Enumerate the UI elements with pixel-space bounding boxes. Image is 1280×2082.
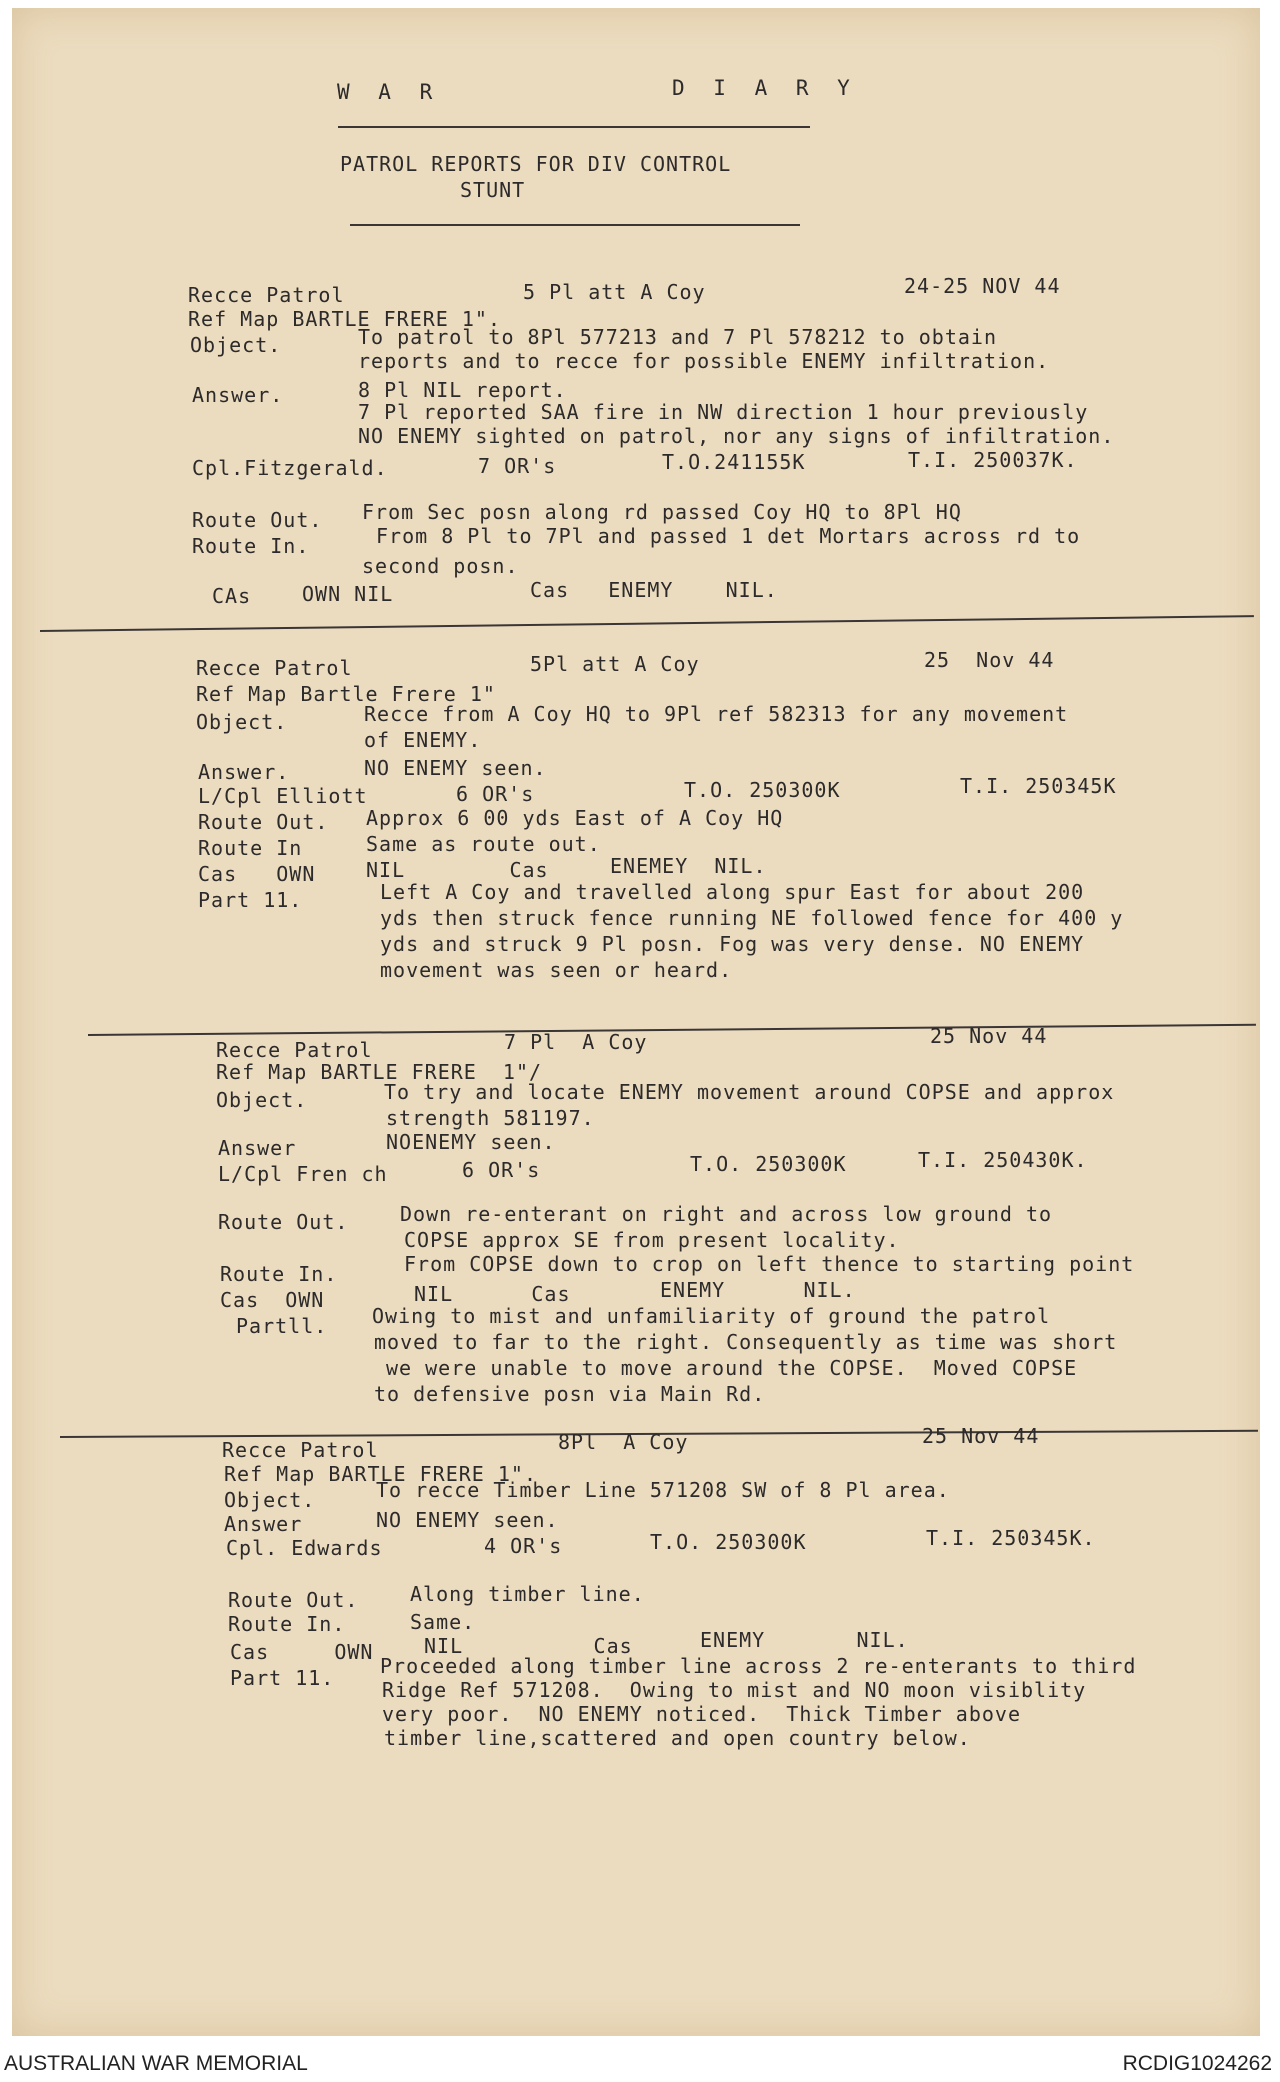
casualties-own: OWN NIL <box>302 582 394 606</box>
part-two-line: we were unable to move around the COPSE. Moved COPSE <box>386 1356 1078 1380</box>
subtitle-line-1: PATROL REPORTS FOR DIV CONTROL <box>340 152 732 176</box>
answer-line: NO ENEMY seen. <box>376 1508 559 1532</box>
route-in-line: second posn. <box>362 554 519 578</box>
part-two-line: moved to far to the right. Consequently as time was short <box>374 1330 1118 1354</box>
route-out: Down re-enterant on right and across low ground to <box>400 1202 1053 1226</box>
object-line: of ENEMY. <box>364 728 482 752</box>
object-line: reports and to recce for possible ENEMY infiltration. <box>358 349 1050 373</box>
route-in-line: Same as route out. <box>366 832 601 856</box>
part-two-line: Left A Coy and travelled along spur East for about 200 <box>380 880 1085 904</box>
archive-credit: AUSTRALIAN WAR MEMORIAL <box>4 2052 308 2075</box>
part-two-label: Partll. <box>236 1314 328 1338</box>
route-out: Approx 6 00 yds East of A Coy HQ <box>366 806 784 830</box>
route-out-label: Route Out. <box>218 1210 349 1234</box>
report-unit: 7 Pl A Coy <box>504 1030 648 1054</box>
object-line: Recce from A Coy HQ to 9Pl ref 582313 for any movement <box>364 702 1069 726</box>
route-out-label: Route Out. <box>192 508 323 532</box>
patrol-leader: L/Cpl Elliott <box>198 784 368 808</box>
route-in-line: Same. <box>410 1610 476 1634</box>
patrol-leader: L/Cpl Fren ch <box>218 1162 388 1186</box>
object-label: Object. <box>190 333 282 357</box>
route-out-line-2: COPSE approx SE from present locality. <box>404 1228 900 1252</box>
casualties-label: CAs <box>212 584 252 608</box>
casualties-own: NIL Cas <box>424 1634 633 1658</box>
report-title: Recce Patrol <box>196 656 353 680</box>
part-two-line: yds then struck fence running NE followed fence for 400 y <box>380 906 1124 930</box>
title-underline <box>338 126 810 128</box>
report-unit: 8Pl A Coy <box>558 1430 689 1454</box>
object-line: To recce Timber Line 571208 SW of 8 Pl area. <box>376 1478 950 1502</box>
answer-line: NOENEMY seen. <box>386 1130 556 1154</box>
casualties-label: Cas OWN <box>220 1288 325 1312</box>
object-label: Object. <box>216 1088 308 1112</box>
report-title: Recce Patrol <box>216 1038 373 1062</box>
casualties-label: Cas OWN <box>198 862 316 886</box>
title-diary: D I A R Y <box>672 76 858 100</box>
report-unit: 5Pl att A Coy <box>530 652 700 676</box>
casualties-enemy: ENEMEY NIL. <box>610 854 767 878</box>
title-war: W A R <box>337 80 441 104</box>
part-two-line: Owing to mist and unfamiliarity of ground the patrol <box>372 1304 1051 1328</box>
time-out: T.O. 250300K <box>684 778 841 802</box>
answer-line: NO ENEMY seen. <box>364 756 547 780</box>
casualties-enemy: Cas ENEMY NIL. <box>530 578 778 602</box>
route-in-label: Route In. <box>228 1612 346 1636</box>
part-two-line: very poor. NO ENEMY noticed. Thick Timber above <box>382 1702 1022 1726</box>
object-line: To try and locate ENEMY movement around COPSE and approx <box>384 1080 1115 1104</box>
route-out-label: Route Out. <box>228 1588 359 1612</box>
route-out: From Sec posn along rd passed Coy HQ to 8Pl HQ <box>362 500 962 524</box>
object-line: strength 581197. <box>386 1106 595 1130</box>
ref-map: Ref Map BARTLE FRERE 1". <box>188 307 501 331</box>
answer-line: NO ENEMY sighted on patrol, nor any signs of infiltration. <box>358 424 1115 448</box>
part-two-line: yds and struck 9 Pl posn. Fog was very dense. NO ENEMY <box>380 932 1085 956</box>
route-out-label: Route Out. <box>198 810 329 834</box>
time-in: T.I. 250345K. <box>926 1526 1096 1550</box>
subtitle-underline <box>350 224 800 226</box>
patrol-leader: Cpl.Fitzgerald. <box>192 456 388 480</box>
casualties-enemy: ENEMY NIL. <box>700 1628 909 1652</box>
ref-map: Ref Map BARTLE FRERE 1"/ <box>216 1060 543 1084</box>
part-two-line: Proceeded along timber line across 2 re-enterants to third <box>380 1654 1137 1678</box>
object-label: Object. <box>196 710 288 734</box>
report-title: Recce Patrol <box>188 283 345 307</box>
casualties-own: NIL Cas <box>366 858 549 882</box>
answer-label: Answer <box>224 1512 303 1536</box>
time-in: T.I. 250037K. <box>908 448 1078 472</box>
route-in-label: Route In <box>198 836 303 860</box>
time-in: T.I. 250430K. <box>918 1148 1088 1172</box>
patrol-leader: Cpl. Edwards <box>226 1536 383 1560</box>
report-title: Recce Patrol <box>222 1438 379 1462</box>
report-unit: 5 Pl att A Coy <box>523 280 706 304</box>
other-ranks: 6 OR's <box>462 1158 541 1182</box>
answer-line: 8 Pl NIL report. <box>358 378 567 402</box>
route-in-label: Route In. <box>192 534 310 558</box>
time-in: T.I. 250345K <box>960 774 1117 798</box>
route-in-label: Route In. <box>220 1262 338 1286</box>
time-out: T.O. 250300K <box>650 1530 807 1554</box>
object-line: To patrol to 8Pl 577213 and 7 Pl 578212 to obtain <box>358 325 998 349</box>
report-date: 25 Nov 44 <box>922 1424 1040 1448</box>
report-date: 25 Nov 44 <box>924 648 1055 672</box>
part-two-line: to defensive posn via Main Rd. <box>374 1382 766 1406</box>
casualties-enemy: ENEMY NIL. <box>660 1278 856 1302</box>
part-two-line: Ridge Ref 571208. Owing to mist and NO moon visiblity <box>382 1678 1087 1702</box>
route-in-line: From COPSE down to crop on left thence to starting point <box>404 1252 1135 1276</box>
report-date: 24-25 NOV 44 <box>904 274 1061 298</box>
archive-reference: RCDIG1024262 <box>1122 2052 1272 2075</box>
part-two-line: movement was seen or heard. <box>380 958 733 982</box>
time-out: T.O. 250300K <box>690 1152 847 1176</box>
casualties-label: Cas OWN <box>230 1640 374 1664</box>
subtitle-line-2: STUNT <box>460 178 526 202</box>
report-date: 25 Nov 44 <box>930 1024 1048 1048</box>
object-label: Object. <box>224 1488 316 1512</box>
part-two-label: Part 11. <box>198 888 303 912</box>
other-ranks: 7 OR's <box>478 454 557 478</box>
part-two-line: timber line,scattered and open country below. <box>384 1726 971 1750</box>
answer-line: 7 Pl reported SAA fire in NW direction 1 hour previously <box>358 400 1089 424</box>
answer-label: Answer. <box>198 760 290 784</box>
answer-label: Answer <box>218 1136 297 1160</box>
ref-map: Ref Map BARTLE FRERE 1". <box>224 1462 537 1486</box>
other-ranks: 4 OR's <box>484 1534 563 1558</box>
ref-map: Ref Map Bartle Frere 1" <box>196 682 496 706</box>
answer-label: Answer. <box>192 383 284 407</box>
other-ranks: 6 OR's <box>456 782 535 806</box>
time-out: T.O.241155K <box>662 450 806 474</box>
route-in-line: From 8 Pl to 7Pl and passed 1 det Mortars across rd to <box>376 524 1081 548</box>
part-two-label: Part 11. <box>230 1666 335 1690</box>
route-out: Along timber line. <box>410 1582 645 1606</box>
casualties-own: NIL Cas <box>414 1282 571 1306</box>
